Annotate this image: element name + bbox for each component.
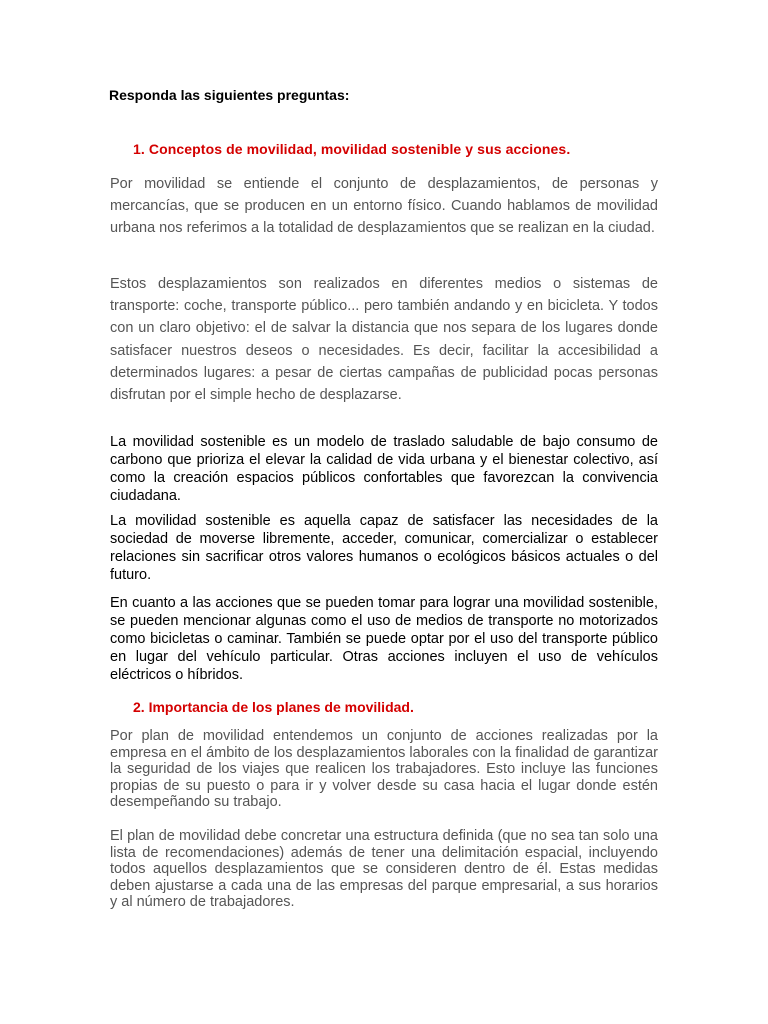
paragraph-movilidad-sostenible-modelo: La movilidad sostenible es un modelo de traslado saludable de bajo consumo de carbono que prioriza el elevar la calidad de vida urbana y el bienestar colectivo, así como la creación espacios públicos confortables que favorezcan la convivencia ciudadana. bbox=[110, 434, 658, 504]
page-title: Responda las siguientes preguntas: bbox=[109, 87, 350, 103]
section-heading-2: 2. Importancia de los planes de movilidad. bbox=[133, 699, 414, 715]
section-heading-1: 1. Conceptos de movilidad, movilidad sostenible y sus acciones. bbox=[133, 141, 571, 157]
paragraph-plan-estructura: El plan de movilidad debe concretar una estructura definida (que no sea tan solo una lista de recomendaciones) además de tener una delimitación espacial, incluyendo todos aquellos desplazamientos que se consideren dentro de él. Estas medidas deben ajustarse a cada una de las empresas del parque empresarial, a sus horarios y al número de trabajadores. bbox=[110, 828, 658, 911]
paragraph-movilidad-sostenible-necesidades: La movilidad sostenible es aquella capaz de satisfacer las necesidades de la sociedad de moverse libremente, acceder, comunicar, comercializar o establecer relaciones sin sacrificar otros valores humanos o ecológicos básicos actuales o del futuro. bbox=[110, 513, 658, 583]
paragraph-acciones: En cuanto a las acciones que se pueden tomar para lograr una movilidad sostenible, se pueden mencionar algunas como el uso de medios de transporte no motorizados como bicicletas o caminar. También se puede optar por el uso del transporte público en lugar del vehículo particular. Otras acciones incluyen el uso de vehículos eléctricos o híbridos. bbox=[110, 595, 658, 683]
paragraph-movilidad-definicion: Por movilidad se entiende el conjunto de desplazamientos, de personas y mercancías, que se producen en un entorno físico. Cuando hablamos de movilidad urbana nos referimos a la totalidad de desplazamientos que se realizan en la ciudad. bbox=[110, 176, 658, 237]
paragraph-desplazamientos: Estos desplazamientos son realizados en diferentes medios o sistemas de transporte: coche, transporte público... pero también andando y en bicicleta. Y todos con un claro objetivo: el de salvar la distancia que nos separa de los lugares donde satisfacer nuestros deseos o necesidades. Es decir, facilitar la accesibilidad a determinados lugares: a pesar de ciertas campañas de publicidad pocas personas disfrutan por el simple hecho de desplazarse. bbox=[110, 276, 658, 404]
paragraph-plan-movilidad: Por plan de movilidad entendemos un conjunto de acciones realizadas por la empresa en el ámbito de los desplazamientos laborales con la finalidad de garantizar la seguridad de los viajes que realicen los trabajadores. Esto incluye las funciones propias de su puesto o para ir y volver desde su casa hacia el lugar donde estén desempeñando su trabajo. bbox=[110, 728, 658, 811]
